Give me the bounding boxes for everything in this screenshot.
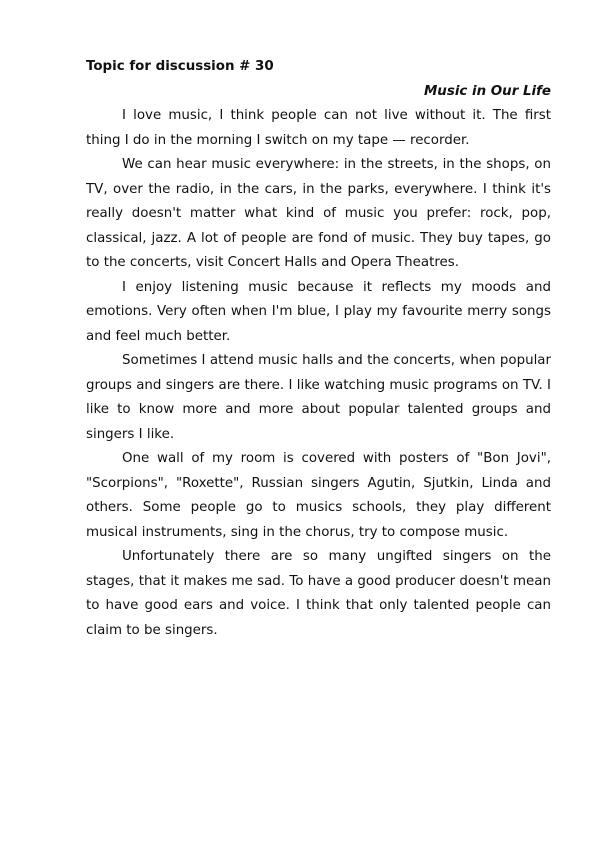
topic-heading: Topic for discussion # 30 <box>86 59 274 74</box>
paragraph-5: One wall of my room is covered with posters of "Bon Jovi", "Scorpions", "Roxette", Russian singers Agutin, Sjutkin, Linda and others. Some people go to musics schools, they play different musical instruments, sing in the chorus, try to compose music. <box>86 451 551 540</box>
paragraph-4: Sometimes I attend music halls and the concerts, when popular groups and singers are there. I like watching music programs on TV. I like to know more and more about popular talented groups and singers I like. <box>86 353 551 442</box>
document-page <box>86 55 551 643</box>
essay-title: Music in Our Life <box>423 83 551 99</box>
paragraph-2: We can hear music everywhere: in the streets, in the shops, on TV, over the radio, in the cars, in the parks, everywhere. I think it's really doesn't matter what kind of music you prefer: rock, pop, classical, jazz. A lot of people are fond of music. They buy tapes, go to the concerts, visit Concert Halls and Opera Theatres. <box>86 157 551 270</box>
paragraph-3: I enjoy listening music because it reflects my moods and emotions. Very often when I'm blue, I play my favourite merry songs and feel much better. <box>86 279 551 344</box>
paragraph-1: I love music, I think people can not live without it. The first thing I do in the morning I switch on my tape — recorder. <box>86 108 551 148</box>
paragraph-6: Unfortunately there are so many ungifted singers on the stages, that it makes me sad. To have a good producer doesn't mean to have good ears and voice. I think that only talented people can claim to be singers. <box>86 549 551 638</box>
